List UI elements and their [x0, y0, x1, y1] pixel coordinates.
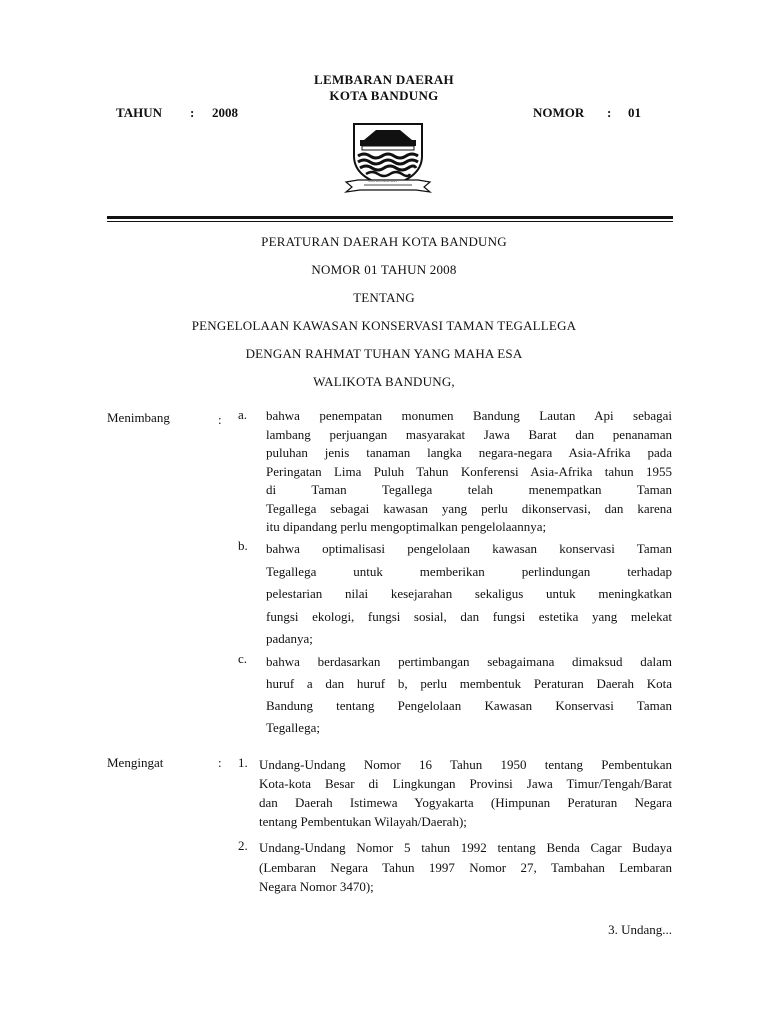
mengingat-colon: :: [218, 755, 222, 770]
tahun-value: 2008: [212, 105, 238, 120]
mengingat-1-text: [259, 755, 672, 831]
city-emblem-icon: [340, 120, 436, 196]
tahun-label: TAHUN: [116, 105, 162, 120]
nomor-colon: :: [607, 105, 612, 120]
next-page-indicator: 3. Undang...: [608, 922, 672, 937]
tahun-colon: :: [190, 105, 195, 120]
regulation-issuer: WALIKOTA BANDUNG,: [313, 374, 455, 389]
text-line: Undang-Undang Nomor 16 Tahun 1950 tentang Pembentukan: [259, 757, 672, 772]
nomor-label: NOMOR: [533, 105, 585, 120]
text-line: bahwa optimalisasi pengelolaan kawasan konservasi Taman: [266, 541, 672, 556]
text-line: Tegallega untuk memberikan perlindungan terhadap: [266, 563, 672, 579]
text-line: bahwa penempatan monumen Bandung Lautan Api sebagai: [266, 408, 672, 423]
regulation-invocation: DENGAN RAHMAT TUHAN YANG MAHA ESA: [245, 346, 523, 361]
text-line: (Lembaran Negara Tahun 1997 Nomor 27, Tambahan Lembaran: [259, 859, 672, 875]
menimbang-b-marker: b.: [238, 538, 248, 553]
header-rule-thin: [107, 221, 673, 222]
nomor-value: 01: [628, 105, 641, 120]
text-line: Negara Nomor 3470);: [259, 879, 374, 894]
mengingat-1-marker: 1.: [238, 755, 248, 770]
text-line: dan Daerah Istimewa Yogyakarta (Himpunan Peraturan Negara: [259, 795, 672, 810]
text-line: bahwa berdasarkan pertimbangan sebagaimana dimaksud dalam: [266, 654, 672, 669]
emblem-motto: GEMAH RIPAH WIBAWA MUKTI: [368, 181, 398, 183]
menimbang-c-marker: c.: [238, 651, 248, 666]
text-line: huruf a dan huruf b, perlu membentuk Peraturan Daerah Kota: [266, 676, 672, 691]
mengingat-2-text: [259, 838, 672, 897]
regulation-number: NOMOR 01 TAHUN 2008: [311, 262, 457, 277]
regulation-tentang: TENTANG: [353, 290, 415, 305]
menimbang-b-text: [266, 538, 672, 651]
text-line: Tegallega;: [266, 720, 320, 735]
text-line: Tegallega sebagai kawasan yang perlu dikonservasi, dan karena: [266, 500, 672, 516]
text-line: pelestarian nilai kesejarahan sekaligus untuk meningkatkan: [266, 586, 672, 601]
text-line: Peringatan Lima Puluh Tahun Konferensi Asia-Afrika tahun 1955: [266, 463, 672, 479]
mengingat-2-marker: 2.: [238, 838, 248, 853]
header-rule-thick: [107, 216, 673, 219]
text-line: Kota-kota Besar di Lingkungan Provinsi Jawa Timur/Tengah/Barat: [259, 776, 672, 791]
text-line: tentang Pembentukan Wilayah/Daerah);: [259, 814, 467, 829]
text-line: di Taman Tegallega telah menempatkan Taman: [266, 482, 672, 497]
header-line-2: KOTA BANDUNG: [329, 88, 439, 103]
regulation-subject: PENGELOLAAN KAWASAN KONSERVASI TAMAN TEGALLEGA: [191, 318, 577, 333]
mengingat-label: Mengingat: [107, 755, 164, 770]
menimbang-c-text: [266, 651, 672, 739]
header-line-1: LEMBARAN DAERAH: [314, 72, 454, 87]
text-line: padanya;: [266, 631, 313, 646]
text-line: puluhan jenis tanaman langka negara-negara Asia-Afrika pada: [266, 445, 672, 460]
text-line: lambang perjuangan masyarakat Jawa Barat dan penanaman: [266, 426, 672, 442]
text-line: itu dipandang perlu mengoptimalkan pengelolaannya;: [266, 519, 547, 534]
menimbang-a-text: [266, 407, 672, 537]
menimbang-label: Menimbang: [107, 410, 170, 425]
regulation-title: PERATURAN DAERAH KOTA BANDUNG: [261, 234, 507, 249]
menimbang-colon: :: [218, 412, 222, 427]
text-line: Undang-Undang Nomor 5 tahun 1992 tentang Benda Cagar Budaya: [259, 840, 672, 855]
text-line: Bandung tentang Pengelolaan Kawasan Konservasi Taman: [266, 698, 672, 713]
menimbang-a-marker: a.: [238, 407, 248, 422]
text-line: fungsi ekologi, fungsi sosial, dan fungsi estetika yang melekat: [266, 608, 672, 624]
